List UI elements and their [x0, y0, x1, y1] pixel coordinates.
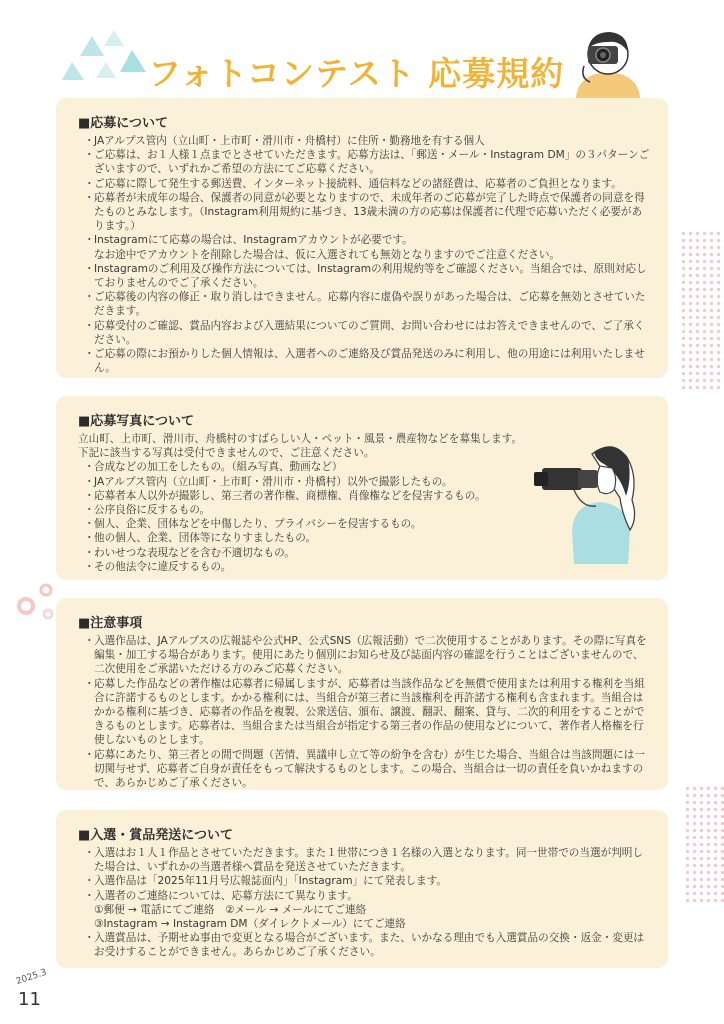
page-title: フォトコンテスト 応募規約 — [148, 54, 565, 93]
triangle-decoration-icon — [62, 28, 152, 88]
list-item: ・ わいせつな表現などを含む不適切なもの。 — [78, 546, 518, 560]
section-prizes — [56, 810, 668, 968]
list-item: ・ ご応募に際して発生する郵送費、インターネット接続料、通信料などの諸経費は、応募者のご負担となります。 — [78, 177, 650, 191]
issue-date: 2025.3 — [14, 967, 48, 987]
list-item: ・ 入選はお１人１作品とさせていただきます。また１世帯につき１名様の入選となります。同一世帯での当選が判明した場合は、いずれかの当選者様へ賞品を発送させていただきます。 — [78, 846, 650, 874]
list-item: ・ 公序良俗に反するもの。 — [78, 503, 518, 517]
list-item: ・ 入選作品は「2025年11月号広報誌面内」「Instagram」にて発表します。 — [78, 874, 650, 888]
list-item: ・ その他法令に違反するもの。 — [78, 560, 518, 574]
list-item: ・ JAアルプス管内（立山町・上市町・滑川市・舟橋村）に住所・勤務地を有する個人 — [78, 134, 650, 148]
section-heading: ■応募写真について — [78, 414, 195, 429]
section-photos — [56, 396, 668, 580]
section-intro: 立山町、上市町、滑川市、舟橋村のすばらしい人・ペット・風景・農産物などを募集します。 — [78, 433, 523, 445]
list-item: ・ 入選作品は、JAアルプスの広報誌や公式HP、公式SNS（広報活動）で二次使用することがあります。その際に写真を編集・加工する場合があります。使用にあたり個別にお知らせ及び誌面内容の確認を行うことはございませんので、二次使用をご承諾いただける方のみご応募ください。 — [78, 634, 650, 677]
list-item: ・ 他の個人、企業、団体等になりすましたもの。 — [78, 531, 518, 545]
list-item: ・ JAアルプス管内（立山町・上市町・滑川市・舟橋村）以外で撮影したもの。 — [78, 475, 518, 489]
list-item: ・ 入選者のご連絡については、応募方法にて異なります。 — [78, 889, 650, 903]
section-notes — [56, 598, 668, 790]
dot-pattern-decoration — [684, 785, 724, 905]
dot-pattern-decoration — [680, 230, 724, 390]
section-heading: ■注意事項 — [78, 616, 143, 631]
list-item: ・ 応募者本人以外が撮影し、第三者の著作権、商標権、肖像権などを侵害するもの。 — [78, 489, 518, 503]
list-item: ・ 合成などの加工をしたもの。（組み写真、動画など） — [78, 460, 518, 474]
list-item: ・ Instagramのご利用及び操作方法については、Instagramの利用規約等をご確認ください。当組合では、原則対応しておりませんのでご了承ください。 — [78, 262, 650, 290]
list-item: ・ 個人、企業、団体などを中傷したり、プライバシーを侵害するもの。 — [78, 517, 518, 531]
photographer-icon — [534, 434, 644, 564]
section-heading: ■入選・賞品発送について — [78, 828, 234, 843]
list-item-note: なお途中でアカウントを削除した場合は、仮に入選されても無効となりますのでご注意ください。 — [94, 248, 561, 261]
list-item: ・ ご応募の際にお預かりした個人情報は、入選者へのご連絡及び賞品発送のみに利用し、他の用途には利用いたしません。 — [78, 347, 650, 375]
ring-decoration-icon — [14, 578, 60, 624]
section-application — [56, 98, 668, 378]
list-item: ・ Instagramにて応募の場合は、Instagramアカウントが必要です。 — [78, 233, 650, 247]
list-item: ・ 応募者が未成年の場合、保護者の同意が必要となりますので、未成年者のご応募が完了した時点で保護者の同意を得たものとみなします。（Instagram利用規約に基づき、13歳未満の方の応募は保護者に代理で応募いただく必要があります。） — [78, 191, 650, 234]
list-item: ・ 応募受付のご確認、賞品内容および入選結果についてのご質問、お問い合わせにはお答えできませんので、ご了承ください。 — [78, 319, 650, 347]
list-item: ・ 応募にあたり、第三者との間で問題（苦情、異議申し立て等の紛争を含む）が生じた場合、当組合は当該問題には一切関与せず、応募者ご自身が責任をもって解決するものとします。この場合、当組合は一切の責任を負いかねますので、あらかじめご了承ください。 — [78, 748, 650, 791]
list-item: ・ 入選賞品は、予期せぬ事由で変更となる場合がございます。また、いかなる理由でも入選賞品の交換・返金・変更はお受けすることができません。あらかじめご了承ください。 — [78, 931, 650, 959]
section-heading: ■応募について — [78, 116, 169, 131]
list-item: ・ ご応募後の内容の修正・取り消しはできません。応募内容に虚偽や誤りがあった場合は、ご応募を無効とさせていただきます。 — [78, 290, 650, 318]
contact-method: ①郵便 → 電話にてご連絡 ②メール → メールにてご連絡 — [94, 903, 367, 916]
contact-method: ③Instagram → Instagram DM（ダイレクトメール）にてご連絡 — [94, 918, 406, 931]
list-item: ・ ご応募は、お１人様１点までとさせていただきます。応募方法は、「郵送・メール・Instagram DM」の３パターンございますので、いずれかご希望の方法にてご応募ください。 — [78, 148, 650, 176]
camera-person-icon — [570, 26, 646, 98]
list-item: ・ 応募した作品などの著作権は応募者に帰属しますが、応募者は当該作品などを無償で使用または利用する権利を当組合に許諾するものとします。かかる権利には、当組合が第三者に当該権利を再許諾する権利も含まれます。当組合はかかる権利に基づき、応募者の作品を複製、公衆送信、頒布、譲渡、翻訳、翻案、貸与、二次的利用をすることができるものとします。応募者は、当組合または当組合が指定する第三者の作品の使用などについて、著作者人格権を行使しないものとします。 — [78, 677, 650, 748]
page-number-value: 11 — [18, 989, 41, 1010]
section-intro: 下記に該当する写真は受付できませんので、ご注意ください。 — [78, 447, 375, 460]
